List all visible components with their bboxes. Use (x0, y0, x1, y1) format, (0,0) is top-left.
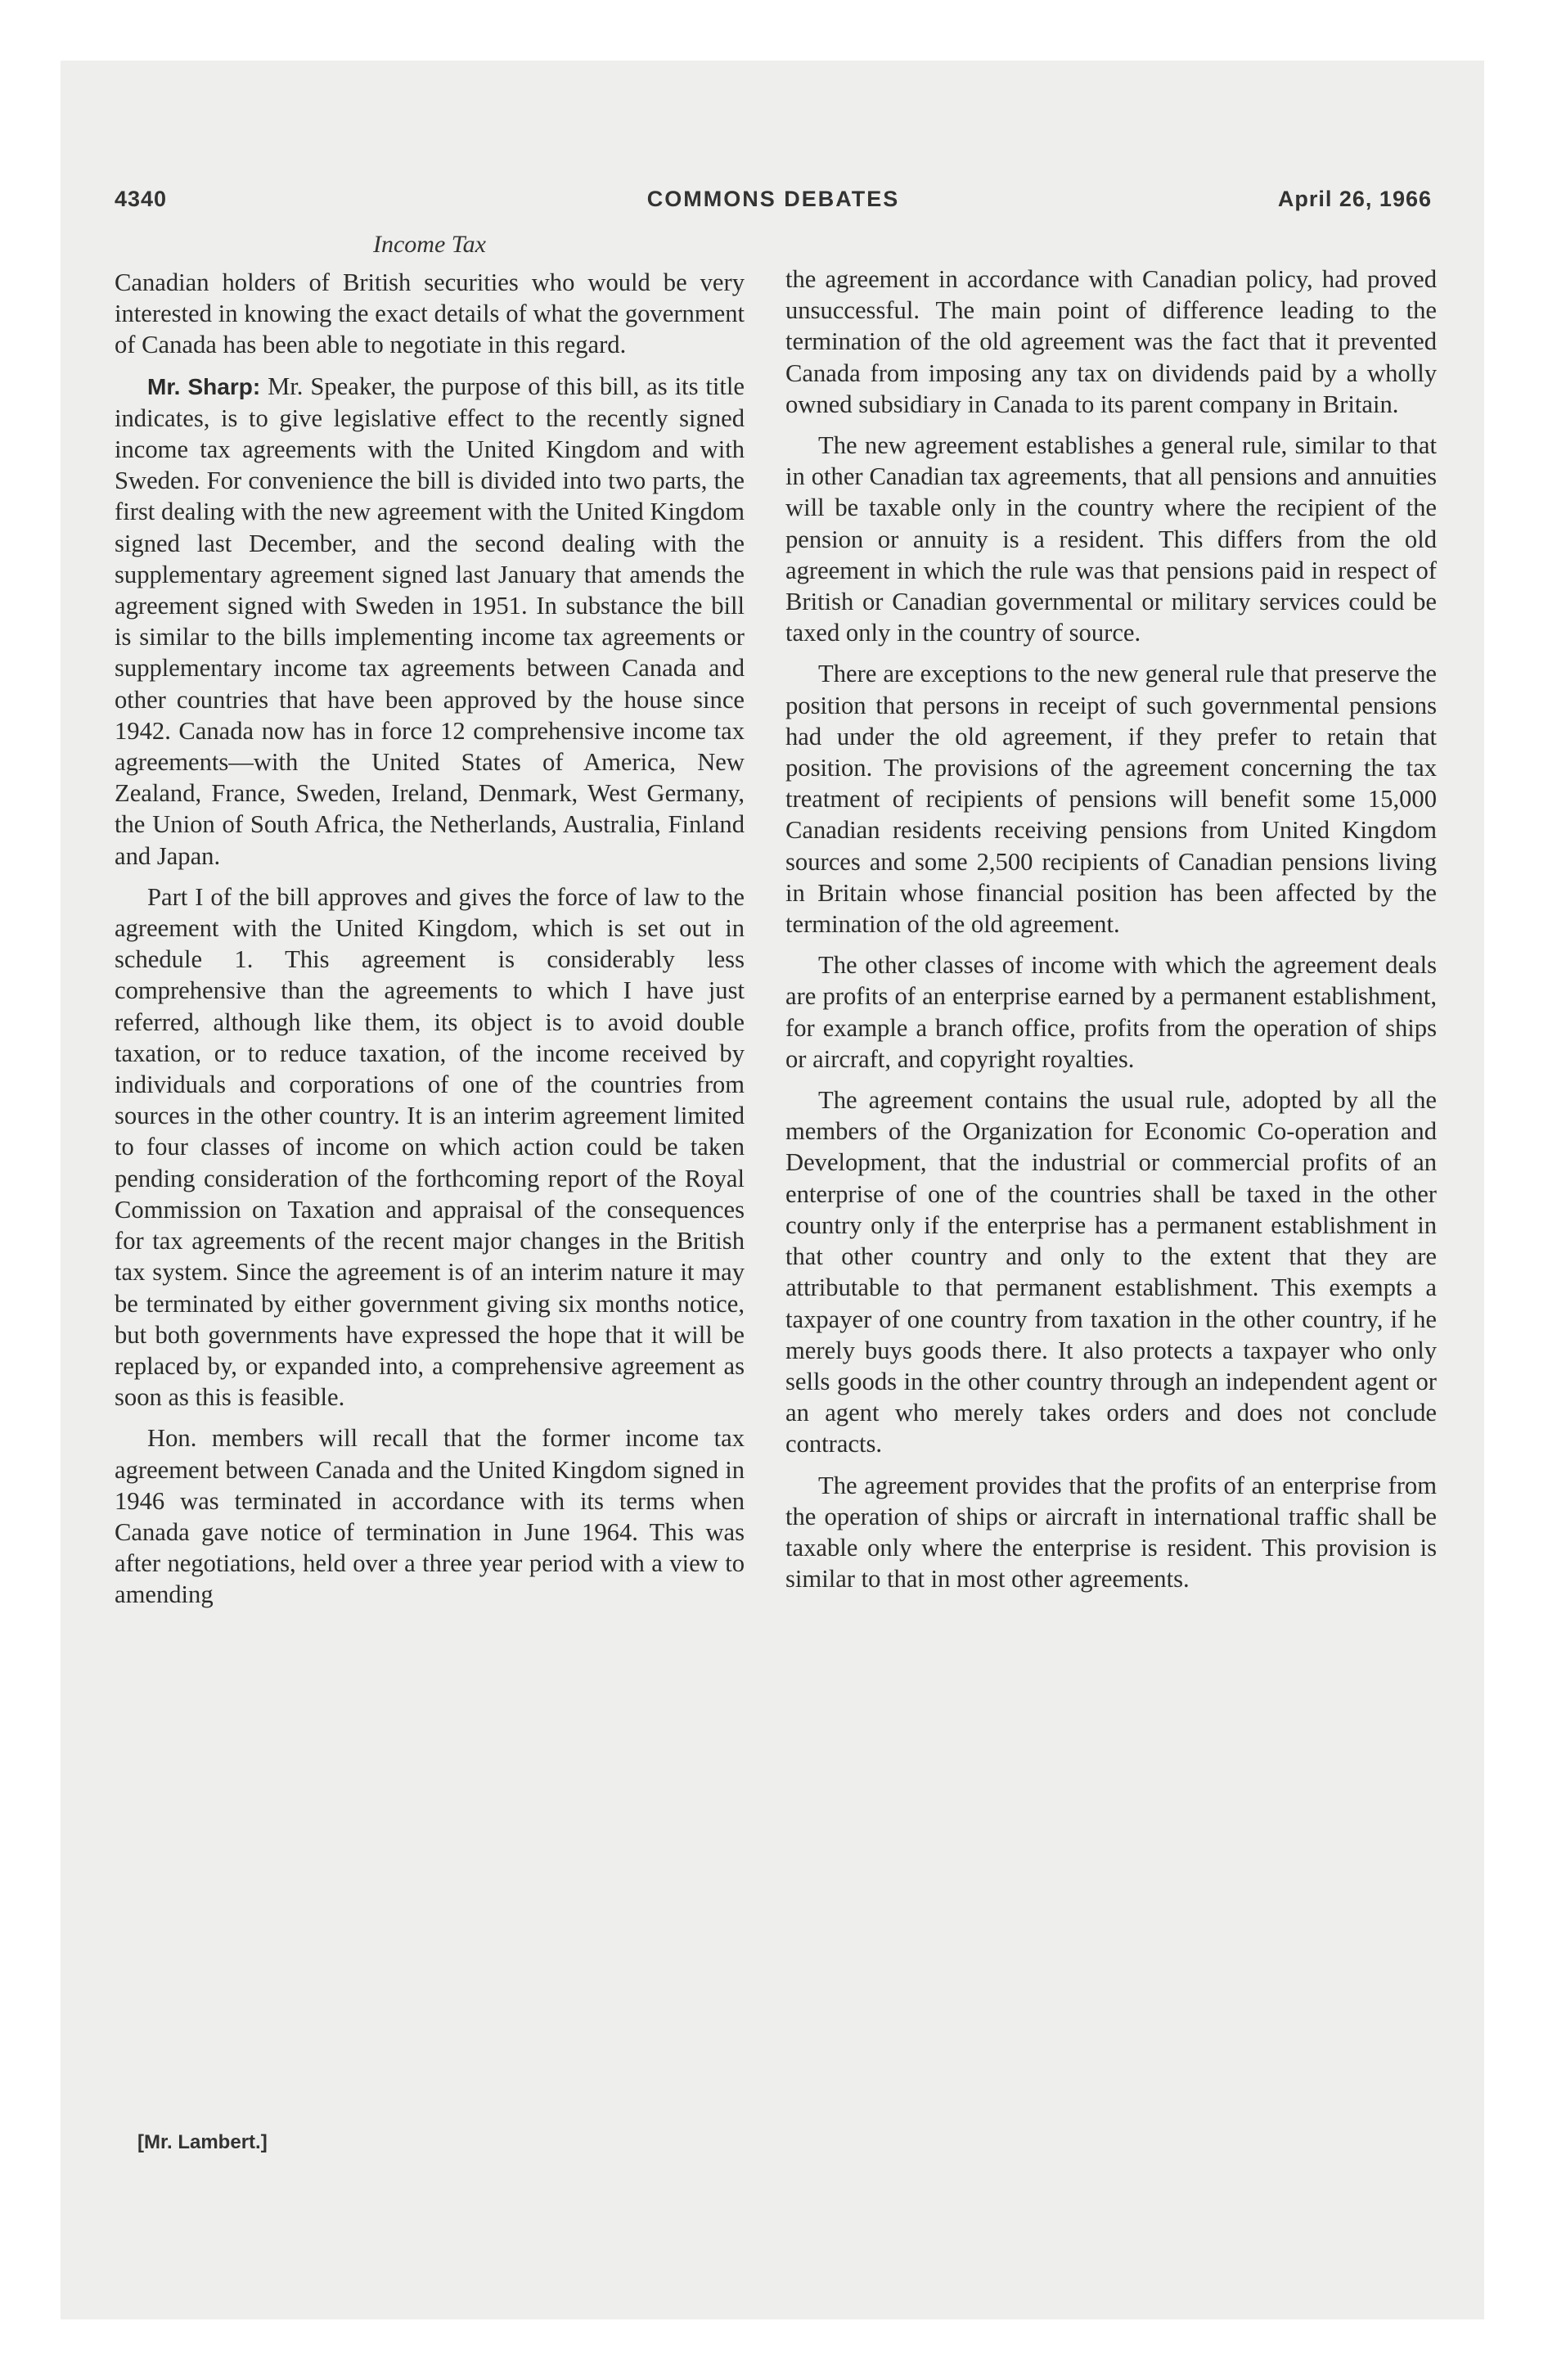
paragraph-text: Mr. Speaker, the purpose of this bill, as its title indicates, is to give legislative effect to the recently signed income tax agreements with the United Kingdom and with Sweden. For convenience the bill is divided into two parts, the first dealing with the new agreement with the United Kingdom signed last December, and the second dealing with the supplementary agreement signed last January that amends the agreement signed with Sweden in 1951. In substance the bill is similar to the bills implementing income tax agreements or supplementary income tax agreements between Canada and other countries that have been approved by the house since 1942. Canada now has in force 12 comprehensive income tax agreements—with the United States of America, New Zealand, France, Sweden, Ireland, Denmark, West Germany, the Union of South Africa, the Netherlands, Australia, Finland and Japan. (115, 372, 745, 870)
left-column (115, 267, 745, 1620)
running-header (115, 187, 1432, 223)
paragraph: the agreement in accordance with Canadian policy, had proved unsuccessful. The main point of difference leading to the termination of the old agreement was the fact that it prevented Canada from imposing any tax on dividends paid by a wholly owned subsidiary in Canada to its parent company in Britain. (785, 265, 1437, 418)
publication-title: COMMONS DEBATES (646, 187, 900, 211)
paragraph: The agreement contains the usual rule, adopted by all the members of the Organization for Economic Co-operation and Development, that the industrial or commercial profits of an enterprise of one of the countries shall be taxed in the other country only if the enterprise has a permanent establishment in that other country and only to the extent that they are attributable to that permanent establishment. This exempts a taxpayer of one country from taxation in the other country, if he merely buys goods there. It also protects a taxpayer who only sells goods in the other country through an independent agent or an agent who merely takes orders and does not conclude contracts. (785, 1086, 1437, 1458)
paragraph: The agreement provides that the profits of an enterprise from the operation of ships or aircraft in international traffic shall be taxable only where the enterprise is resident. This provision is similar to that in most other agreements. (785, 1471, 1437, 1593)
paragraph: Hon. members will recall that the former income tax agreement between Canada and the United Kingdom signed in 1946 was terminated in accordance with its terms when Canada gave notice of termination in June 1964. This was after negotiations, held over a three year period with a view to amending (115, 1424, 745, 1609)
paragraph: There are exceptions to the new general rule that preserve the position that persons in receipt of such governmental pensions had under the old agreement, if they prefer to retain that position. The provisions of the agreement concerning the tax treatment of recipients of pensions will benefit some 15,000 Canadian residents receiving pensions from United Kingdom sources and some 2,500 recipients of Canadian pensions living in Britain whose financial position has been affected by the termination of the old agreement. (785, 660, 1437, 939)
page-number: 4340 (115, 187, 168, 211)
paragraph: Canadian holders of British securities who would be very interested in knowing the exact details of what the government of Canada has been able to negotiate in this regard. (115, 268, 745, 359)
footer-attribution: [Mr. Lambert.] (137, 2131, 268, 2153)
right-column (785, 264, 1437, 1604)
debate-date: April 26, 1966 (1277, 187, 1432, 211)
paragraph (115, 371, 745, 872)
paragraph: The other classes of income with which the agreement deals are profits of an enterprise earned by a permanent establishment, for example a branch office, profits from the operation of ships or aircraft, and copyright royalties. (785, 951, 1437, 1073)
speaker-name: Mr. Sharp: (147, 373, 261, 399)
subject-heading: Income Tax (372, 231, 487, 258)
paragraph: The new agreement establishes a general rule, similar to that in other Canadian tax agreements, that all pensions and annuities will be taxable only in the country where the recipient of the pension or annuity is a resident. This differs from the old agreement in which the rule was that pensions paid in respect of British or Canadian governmental or military services could be taxed only in the country of source. (785, 431, 1437, 647)
paragraph: Part I of the bill approves and gives the force of law to the agreement with the United Kingdom, which is set out in schedule 1. This agreement is considerably less comprehensive than the agreements to which I have just referred, although like them, its object is to avoid double taxation, or to reduce taxation, of the income received by individuals and corporations of one of the countries from sources in the other country. It is an interim agreement limited to four classes of income on which action could be taken pending consideration of the forthcoming report of the Royal Commission on Taxation and appraisal of the consequences for tax agreements of the recent major changes in the British tax system. Since the agreement is of an interim nature it may be terminated by either government giving six months notice, but both governments have expressed the hope that it will be replaced by, or expanded into, a comprehensive agreement as soon as this is feasible. (115, 882, 745, 1412)
